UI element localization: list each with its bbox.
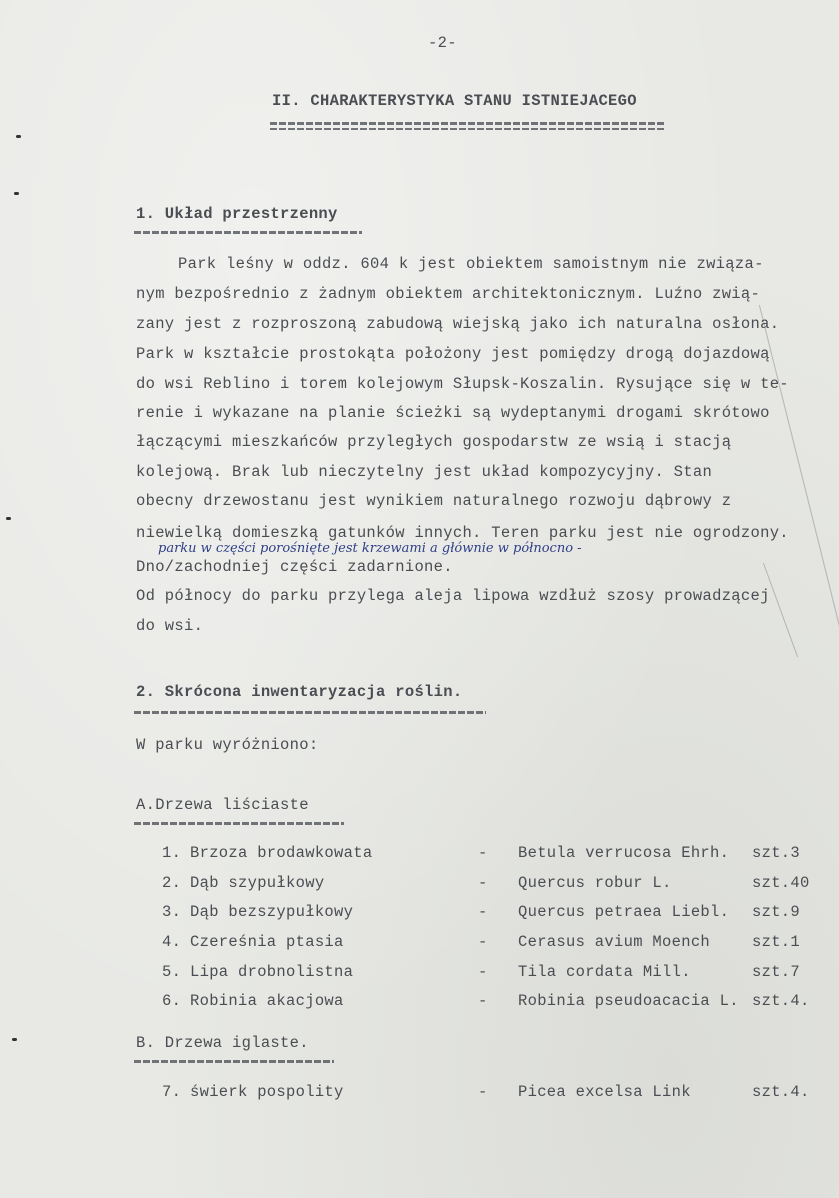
section-title-underline-2 [270,128,666,130]
paragraph-line: Park w kształcie prostokąta położony jest pomiędzy drogą dojazdową [136,345,770,363]
list-item [0,963,839,985]
item-latin-name: Quercus robur L. [518,874,672,892]
section-title: II. CHARAKTERYSTYKA STANU ISTNIEJACEGO [272,92,637,110]
item-count: szt.4. [752,992,810,1010]
item-polish-name: Lipa drobnolistna [190,963,354,981]
binding-mark [16,135,21,138]
item-polish-name: Czereśnia ptasia [190,933,344,951]
item-number: 6. [162,992,182,1010]
item-latin-name: Betula verrucosa Ehrh. [518,844,730,862]
item-dash: - [478,903,488,921]
paragraph-line: Dno/zachodniej części zadarnione. [136,558,453,576]
paragraph-line: nym bezpośrednio z żadnym obiektem architektonicznym. Luźno zwią- [136,285,761,303]
item-dash: - [478,992,488,1010]
item-count: szt.40 [752,874,810,892]
group-a-title: A.Drzewa liściaste [136,796,309,814]
paragraph-line: obecny drzewostanu jest wynikiem naturalnego rozwoju dąbrowy z [136,492,732,510]
group-b-underline [134,1060,334,1063]
item-number: 3. [162,903,182,921]
item-latin-name: Quercus petraea Liebl. [518,903,730,921]
paragraph-line: do wsi Reblino i torem kolejowym Słupsk-Koszalin. Rysujące się w te- [136,375,789,393]
item-dash: - [478,963,488,981]
item-dash: - [478,933,488,951]
item-polish-name: Dąb bezszypułkowy [190,903,354,921]
item-number: 1. [162,844,182,862]
paragraph-line: łączącymi mieszkańców przyległych gospodarstw ze wsią i stacją [136,433,732,451]
group-b-title: B. Drzewa iglaste. [136,1034,309,1052]
list-item [0,1083,839,1105]
paragraph-line: renie i wykazane na planie ścieżki są wydeptanymi drogami skrótowo [136,404,770,422]
item-polish-name: świerk pospolity [190,1083,344,1101]
item-count: szt.7 [752,963,801,981]
paragraph-line: Od północy do parku przylega aleja lipowa wzdłuż szosy prowadzącej [136,587,770,605]
list-item [0,992,839,1014]
list-item [0,903,839,925]
item-number: 5. [162,963,182,981]
item-dash: - [478,844,488,862]
item-latin-name: Picea excelsa Link [518,1083,691,1101]
paragraph-line: do wsi. [136,617,204,635]
subsection-1-underline [134,231,362,234]
item-count: szt.4. [752,1083,810,1101]
subsection-2-underline [134,711,486,714]
handwritten-note: parku w części porośnięte jest krzewami a głównie w północno - [158,541,582,556]
list-item [0,844,839,866]
item-count: szt.1 [752,933,801,951]
subsection-1-title: 1. Układ przestrzenny [136,205,338,223]
paragraph-line: zany jest z rozproszoną zabudową wiejską jako ich naturalna osłona. [136,315,780,333]
item-latin-name: Tila cordata Mill. [518,963,691,981]
item-latin-name: Robinia pseudoacacia L. [518,992,739,1010]
binding-mark [14,192,19,195]
list-item [0,874,839,896]
subsection-2-title: 2. Skrócona inwentaryzacja roślin. [136,683,463,701]
item-count: szt.9 [752,903,801,921]
inventory-intro: W parku wyróżniono: [136,736,319,754]
item-number: 2. [162,874,182,892]
item-dash: - [478,1083,488,1101]
item-latin-name: Cerasus avium Moench [518,933,711,951]
paragraph-line: Park leśny w oddz. 604 k jest obiektem samoistnym nie związa- [178,255,764,273]
item-dash: - [478,874,488,892]
item-polish-name: Brzoza brodawkowata [190,844,373,862]
binding-mark [6,517,11,520]
item-count: szt.3 [752,844,801,862]
list-item [0,933,839,955]
item-polish-name: Dąb szypułkowy [190,874,325,892]
item-number: 7. [162,1083,182,1101]
section-title-underline [270,122,666,125]
page-number: -2- [428,34,457,52]
item-number: 4. [162,933,182,951]
binding-mark [12,1038,17,1041]
group-a-underline [134,822,344,825]
paragraph-line: kolejową. Brak lub nieczytelny jest układ kompozycyjny. Stan [136,463,713,481]
paragraph-line: niewielką domieszką gatunków innych. Teren parku jest nie ogrodzony. [136,524,789,542]
item-polish-name: Robinia akacjowa [190,992,344,1010]
